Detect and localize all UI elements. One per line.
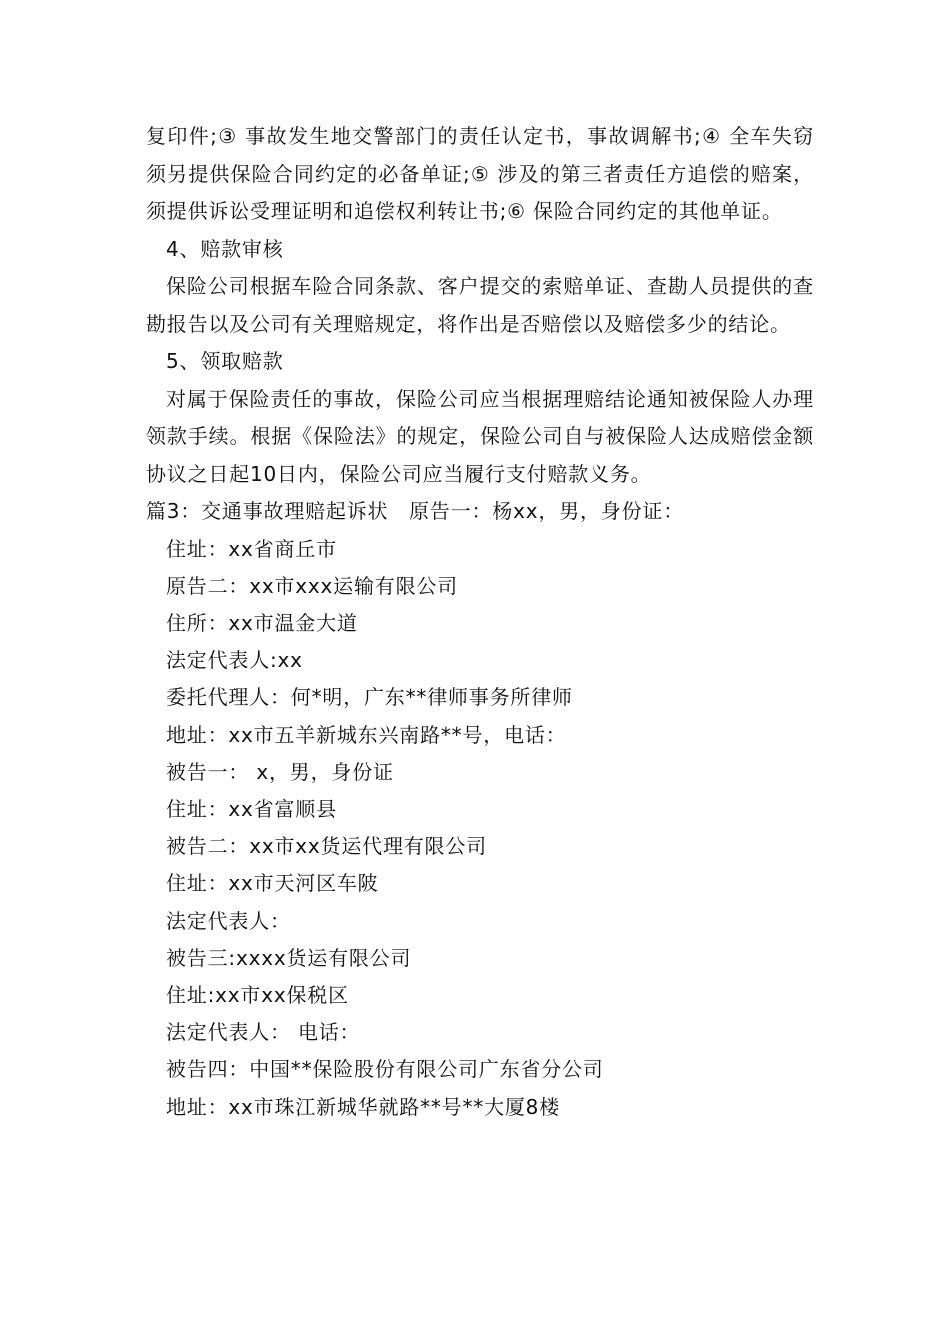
section-5-body: 对属于保险责任的事故，保险公司应当根据理赔结论通知被保险人办理领款手续。根据《保险法》的规定，保险公司自与被保险人达成赔偿金额协议之日起10日内，保险公司应当履行支付赔款义务。	[146, 386, 814, 486]
party-line: 地址：xx市珠江新城华就路**号**大厦8楼	[166, 1094, 560, 1119]
party-line: 地址：xx市五羊新城东兴南路**号，电话：	[166, 722, 567, 747]
party-line: 原告二：xx市xxx运输有限公司	[166, 573, 458, 598]
party-line: 住所：xx市温金大道	[166, 610, 358, 635]
party-line: 委托代理人：何*明，广东**律师事务所律师	[166, 685, 573, 710]
party-line: 法定代表人:xx	[166, 648, 303, 673]
party-line: 住址:xx市xx保税区	[166, 982, 349, 1007]
document-page	[146, 118, 814, 1126]
party-line: 法定代表人： 电话：	[166, 1020, 361, 1045]
party-line: 法定代表人：	[166, 908, 291, 933]
section-4-heading: 4、赔款审核	[166, 236, 284, 261]
party-line: 住址：xx省商丘市	[166, 536, 337, 561]
section-5-heading: 5、领取赔款	[166, 349, 284, 373]
party-line: 住址：xx省富顺县	[166, 796, 337, 821]
party-line: 被告三:xxxx货运有限公司	[166, 945, 412, 970]
continuation-paragraph: 复印件;③ 事故发生地交警部门的责任认定书，事故调解书;④ 全车失窃须另提供保险合同约定的必备单证;⑤ 涉及的第三者责任方追偿的赔案，须提供诉讼受理证明和追偿权利转让书;⑥ 保险合同约定的其他单证。	[146, 124, 814, 223]
article-3-title: 篇3：交通事故理赔起诉状 原告一：杨xx，男，身份证：	[146, 499, 684, 523]
party-line: 被告四：中国**保险股份有限公司广东省分公司	[166, 1057, 604, 1082]
section-4-body: 保险公司根据车险合同条款、客户提交的索赔单证、查勘人员提供的查勘报告以及公司有关理赔规定，将作出是否赔偿以及赔偿多少的结论。	[146, 274, 814, 336]
party-line: 住址：xx市天河区车陂	[166, 871, 379, 896]
party-line: 被告二：xx市xx货运代理有限公司	[166, 834, 487, 859]
party-line: 被告一： x，男，身份证	[166, 759, 394, 784]
